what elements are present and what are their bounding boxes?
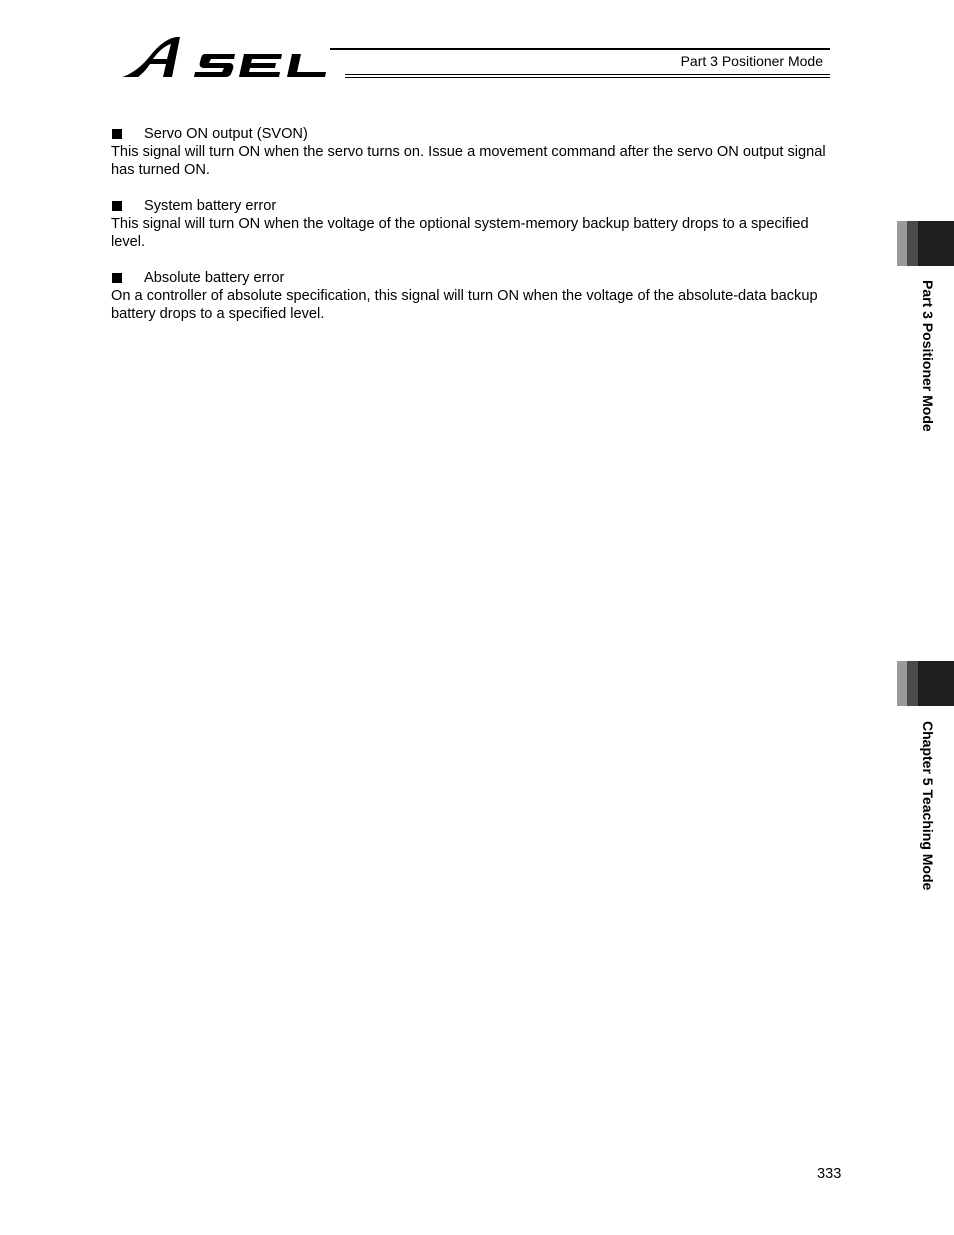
section-absolute-battery-error (111, 269, 831, 323)
main-content (111, 125, 831, 341)
header-rule (345, 77, 830, 78)
part-tab-marker (897, 221, 954, 266)
side-label-chapter: Chapter 5 Teaching Mode (920, 721, 936, 891)
header-title: Part 3 Positioner Mode (680, 53, 823, 69)
section-body: This signal will turn ON when the servo turns on. Issue a movement command after the servo ON output signal has turned ON. (111, 144, 826, 178)
header-rule (330, 48, 830, 50)
section-body: On a controller of absolute specification, this signal will turn ON when the voltage of the absolute-data backup battery drops to a specified level. (111, 288, 818, 322)
page-number: 333 (817, 1166, 842, 1182)
section-body: This signal will turn ON when the voltage of the optional system-memory backup battery drops to a specified level. (111, 216, 809, 250)
section-heading: System battery error (144, 198, 277, 214)
header-rule (345, 74, 830, 75)
section-system-battery-error (111, 197, 831, 251)
section-heading: Servo ON output (SVON) (144, 126, 308, 142)
side-label-part: Part 3 Positioner Mode (920, 280, 936, 432)
section-heading: Absolute battery error (144, 270, 285, 286)
section-servo-on-output (111, 125, 831, 179)
square-bullet-icon (112, 129, 122, 139)
asel-logo (120, 34, 345, 82)
square-bullet-icon (112, 201, 122, 211)
square-bullet-icon (112, 273, 122, 283)
chapter-tab-marker (897, 661, 954, 706)
